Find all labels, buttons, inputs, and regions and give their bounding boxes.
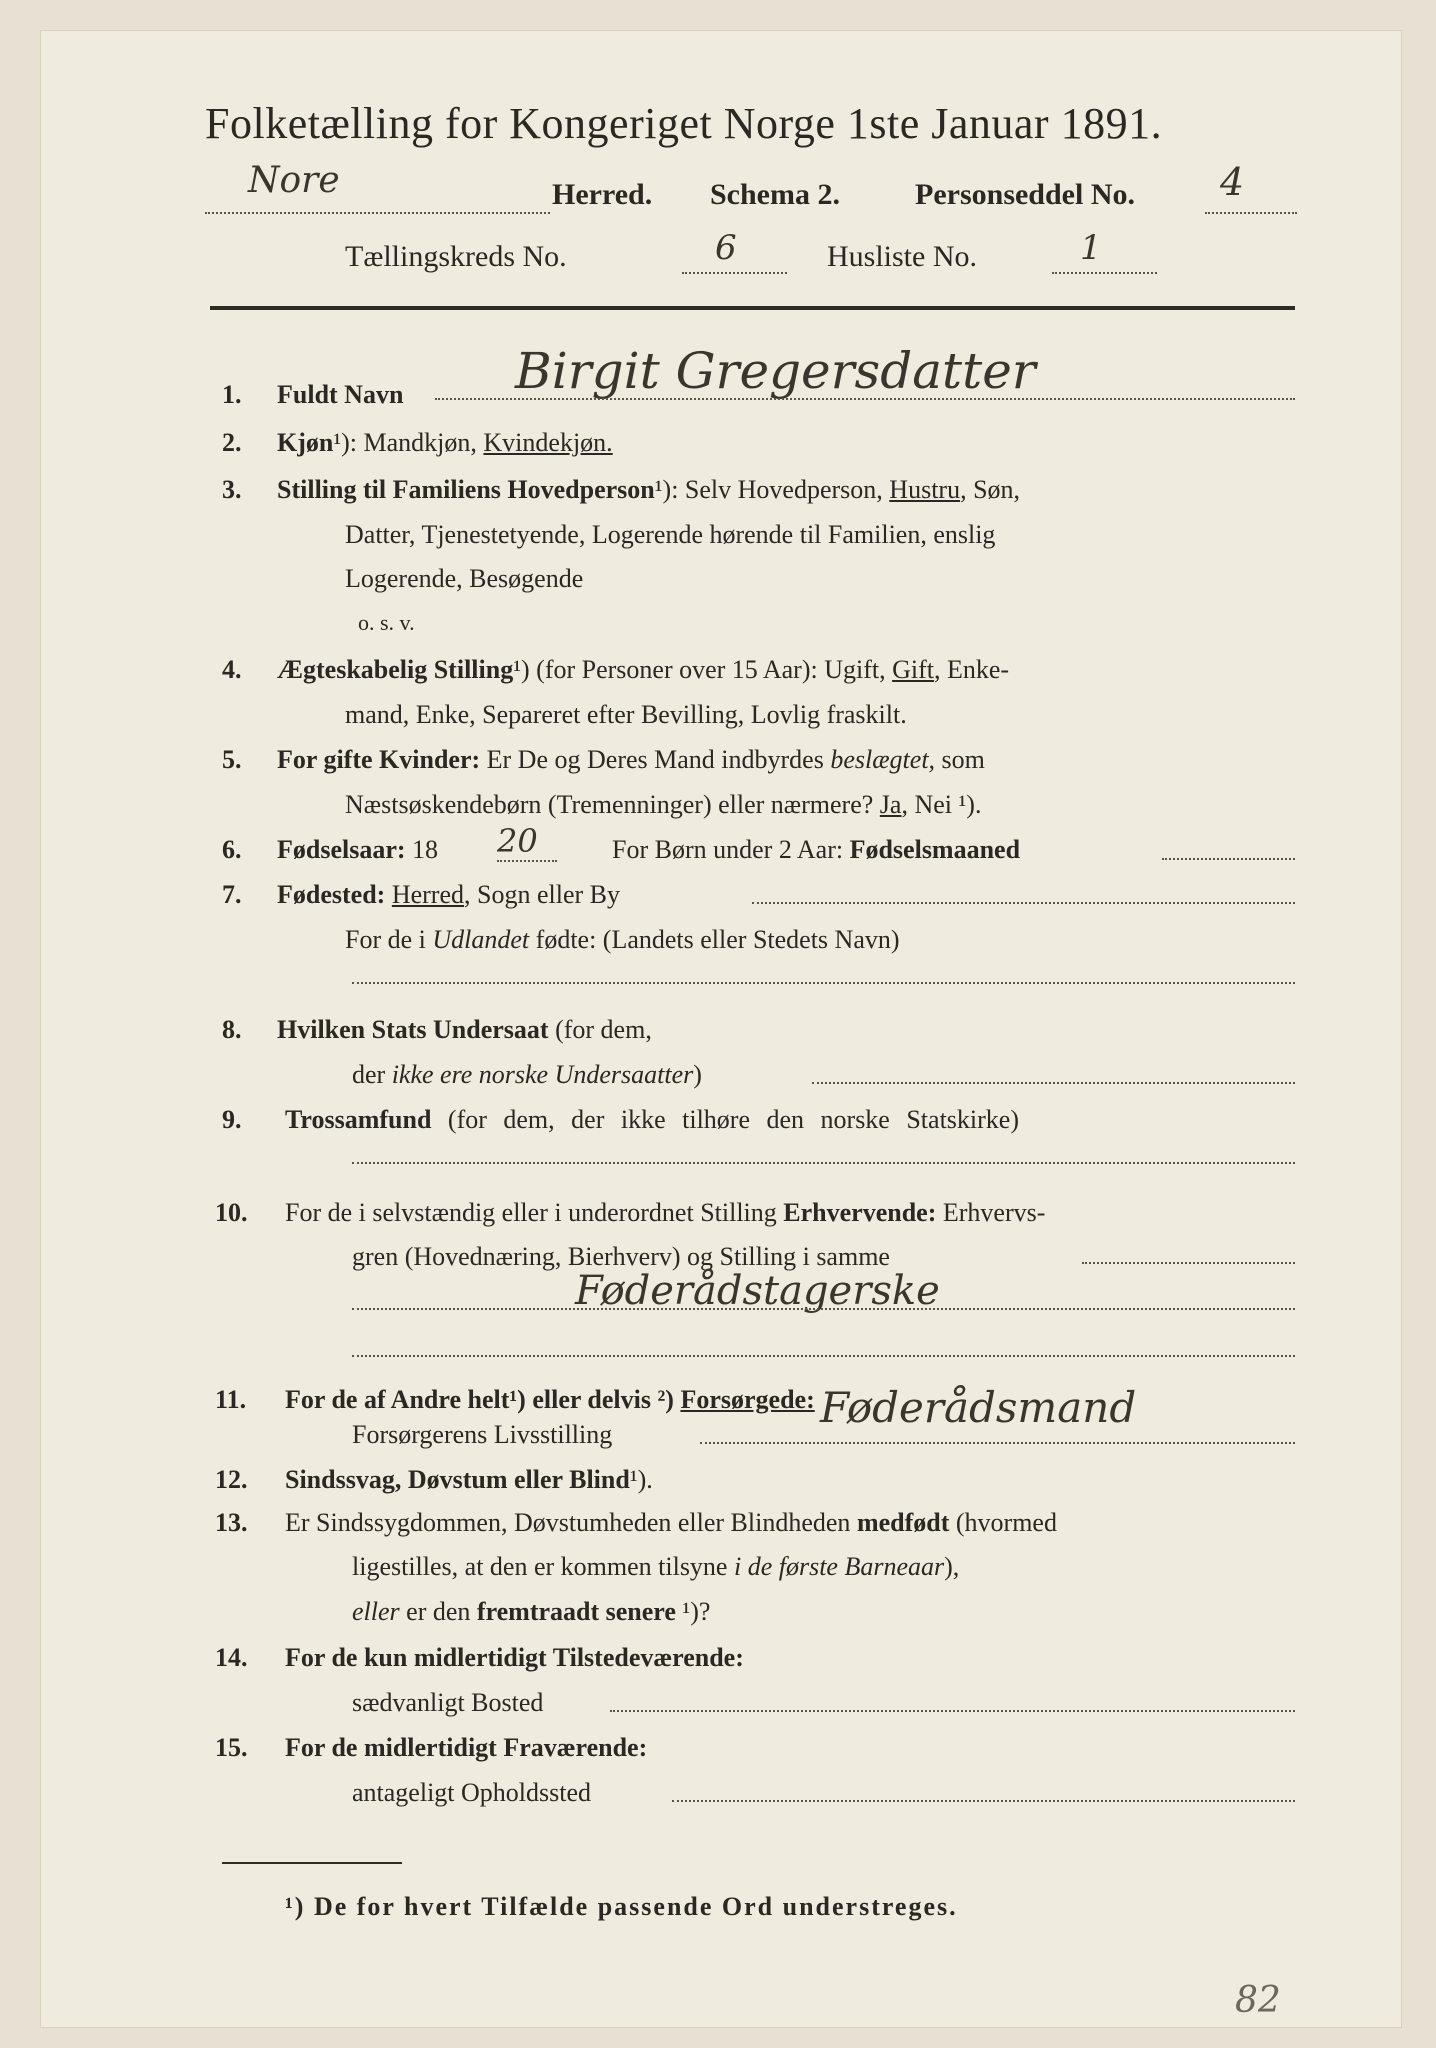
- item-number: 4.: [222, 655, 242, 684]
- birthplace-abroad-dots: [352, 982, 1295, 984]
- item-number: 15.: [215, 1733, 248, 1762]
- sex-line: Kjøn¹): Mandkjøn, Kvindekjøn.: [277, 428, 613, 457]
- birth-month-dots: [1162, 858, 1295, 860]
- marital-line-1: Ægteskabelig Stilling¹) (for Personer over 15 Aar): Ugift, Gift, Enke-: [277, 655, 1010, 684]
- birth-year-value: 20: [497, 822, 538, 860]
- support-line-1: For de af Andre helt¹) eller delvis ²) Forsørgede:: [285, 1385, 815, 1414]
- schema-label: Schema 2.: [710, 178, 840, 211]
- support-dots: [700, 1442, 1295, 1444]
- birth-year-line: Fødselsaar: 18: [277, 835, 439, 864]
- herred-dots: [205, 212, 550, 214]
- full-name-value: Birgit Gregersdatter: [515, 342, 1036, 400]
- occupation-dots-1: [1082, 1262, 1295, 1264]
- occupation-dots-3: [352, 1355, 1295, 1357]
- congenital-line-1: Er Sindssygdommen, Døvstumheden eller Blindheden medfødt (hvormed: [285, 1508, 1057, 1537]
- item-number: 1.: [222, 380, 242, 409]
- birthplace-line-1: Fødested: Herred, Sogn eller By: [277, 880, 621, 909]
- position-line-4: o. s. v.: [358, 610, 415, 635]
- provider-occupation-value: Føderådsmand: [820, 1383, 1137, 1432]
- position-line-2: Datter, Tjenestetyende, Logerende hørende til Familien, enslig: [345, 520, 996, 549]
- congenital-line-2: ligestilles, at den er kommen tilsyne i de første Barneaar),: [352, 1552, 960, 1581]
- citizenship-dots: [812, 1082, 1295, 1084]
- husliste-value: 1: [1080, 228, 1102, 268]
- birthplace-dots: [752, 902, 1295, 904]
- census-form-page: [40, 30, 1402, 2028]
- herred-label: Herred.: [552, 178, 653, 211]
- citizenship-line-2: der ikke ere norske Undersaatter): [352, 1060, 702, 1089]
- footnote-rule: [222, 1862, 402, 1864]
- item-number: 8.: [222, 1015, 242, 1044]
- occupation-dots-2: [352, 1308, 1295, 1310]
- corner-mark: 82: [1235, 1980, 1281, 2021]
- item-number: 12.: [215, 1465, 248, 1494]
- full-name-dots: [435, 398, 1295, 400]
- usual-residence-dots: [610, 1710, 1295, 1712]
- birthplace-line-2: For de i Udlandet fødte: (Landets eller Stedets Navn): [345, 925, 900, 954]
- occupation-line-1: For de i selvstændig eller i underordnet Stilling Erhvervende: Erhvervs-: [285, 1198, 1046, 1227]
- item-number: 5.: [222, 745, 242, 774]
- item-number: 2.: [222, 428, 242, 457]
- item-number: 14.: [215, 1643, 248, 1672]
- position-line-3: Logerende, Besøgende: [345, 564, 584, 593]
- personseddel-value: 4: [1220, 160, 1245, 204]
- item-number: 10.: [215, 1198, 248, 1227]
- personseddel-dots: [1205, 212, 1297, 214]
- position-line-1: Stilling til Familiens Hovedperson¹): Selv Hovedperson, Hustru, Søn,: [277, 475, 1021, 504]
- citizenship-line-1: Hvilken Stats Undersaat (for dem,: [277, 1015, 652, 1044]
- herred-value: Nore: [248, 160, 340, 201]
- birth-year-dots: [497, 860, 557, 862]
- item-number: 3.: [222, 475, 242, 504]
- footnote: ¹) De for hvert Tilfælde passende Ord understreges.: [285, 1892, 958, 1921]
- occupation-value: Føderådstagerske: [575, 1268, 940, 1314]
- usual-residence-label: sædvanligt Bosted: [352, 1688, 544, 1717]
- temporary-present-line: For de kun midlertidigt Tilstedeværende:: [285, 1643, 744, 1672]
- marital-line-2: mand, Enke, Separeret efter Bevilling, Lovlig fraskilt.: [345, 700, 907, 729]
- support-line-2: Forsørgerens Livsstilling: [352, 1420, 613, 1449]
- probable-residence-label: antageligt Opholdssted: [352, 1778, 592, 1807]
- item-number: 11.: [215, 1385, 247, 1414]
- kinship-line-2: Næstsøskendebørn (Tremenninger) eller nærmere? Ja, Nei ¹).: [345, 790, 982, 819]
- item-label: Fuldt Navn: [277, 380, 404, 409]
- husliste-dots: [1052, 272, 1157, 274]
- occupation-line-2: gren (Hovednæring, Bierhverv) og Stilling i samme: [352, 1242, 890, 1271]
- kinship-line-1: For gifte Kvinder: Er De og Deres Mand indbyrdes beslægtet, som: [277, 745, 985, 774]
- personseddel-label: Personseddel No.: [915, 178, 1135, 211]
- religion-line: Trossamfund (for dem, der ikke tilhøre den norske Statskirke): [285, 1105, 1019, 1134]
- probable-residence-dots: [672, 1800, 1295, 1802]
- header-rule: [210, 306, 1295, 310]
- form-title: Folketælling for Kongeriget Norge 1ste Januar 1891.: [205, 99, 1163, 148]
- item-number: 6.: [222, 835, 242, 864]
- congenital-line-3: eller er den fremtraadt senere ¹)?: [352, 1597, 711, 1626]
- birth-month-line: For Børn under 2 Aar: Fødselsmaaned: [612, 835, 1021, 864]
- husliste-label: Husliste No.: [827, 240, 977, 273]
- religion-dots: [352, 1162, 1295, 1164]
- item-number: 9.: [222, 1105, 242, 1134]
- taellingskreds-label: Tællingskreds No.: [345, 240, 567, 273]
- disability-line: Sindssvag, Døvstum eller Blind¹).: [285, 1465, 653, 1494]
- item-number: 7.: [222, 880, 242, 909]
- taellingskreds-value: 6: [715, 228, 737, 268]
- taellingskreds-dots: [682, 272, 787, 274]
- item-number: 13.: [215, 1508, 248, 1537]
- temporary-absent-line: For de midlertidigt Fraværende:: [285, 1733, 648, 1762]
